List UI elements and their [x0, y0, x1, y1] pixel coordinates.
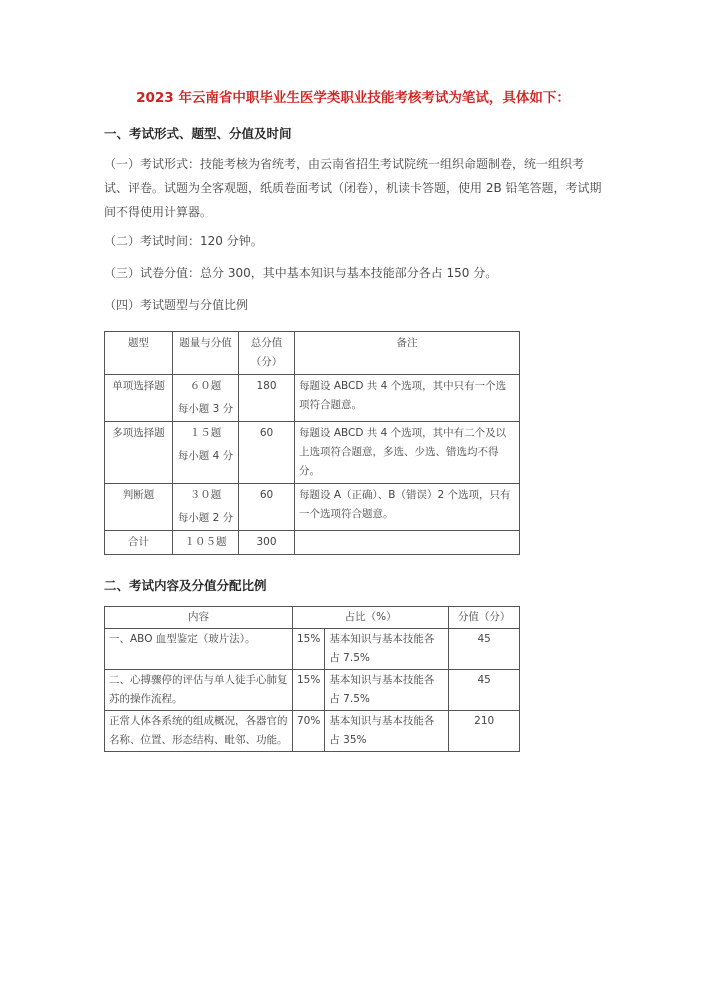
table-header-row [105, 607, 520, 629]
count-text: ６０题 [189, 380, 222, 392]
question-types-table [104, 331, 520, 555]
header-cell: 题量与分值 [173, 332, 239, 375]
header-cell: 占比（%） [293, 607, 449, 629]
count-text: ３０题 [189, 489, 222, 501]
percent-cell: 15% [293, 629, 325, 670]
count-text: １５题 [189, 427, 222, 439]
table-row [105, 422, 520, 484]
type-cell: 判断题 [105, 484, 173, 531]
count-cell [173, 422, 239, 484]
header-cell: 备注 [295, 332, 520, 375]
header-cell: 题型 [105, 332, 173, 375]
type-cell: 单项选择题 [105, 375, 173, 422]
page-title: 2023 年云南省中职毕业生医学类职业技能考核考试为笔试，具体如下： [136, 90, 570, 106]
desc-cell: 基本知识与基本技能各占 35% [325, 711, 449, 752]
table-row [105, 670, 520, 711]
table-row [105, 629, 520, 670]
score-cell: 210 [449, 711, 520, 752]
per-score-text: 每小题 3 分 [177, 403, 234, 415]
content-cell: 二、心搏骤停的评估与单人徒手心肺复苏的操作流程。 [105, 670, 293, 711]
count-cell: １０５题 [173, 531, 239, 555]
count-cell [173, 375, 239, 422]
note-cell [295, 531, 520, 555]
type-cell: 多项选择题 [105, 422, 173, 484]
content-ratio-table [104, 606, 520, 752]
section1-heading: 一、考试形式、题型、分值及时间 [104, 126, 292, 141]
percent-cell: 15% [293, 670, 325, 711]
table-header-row [105, 332, 520, 375]
total-cell: 300 [239, 531, 295, 555]
total-cell: 60 [239, 422, 295, 484]
paragraph-exam-format: （一）考试形式：技能考核为省统考，由云南省招生考试院统一组织命题制卷，统一组织考试、评卷。试题为全客观题，纸质卷面考试（闭卷），机读卡答题，使用 2B 铅笔答题，考试期间不得使用计算器。 [104, 157, 602, 219]
paragraph-exam-score: （三）试卷分值：总分 300，其中基本知识与基本技能部分各占 150 分。 [104, 266, 498, 280]
desc-cell: 基本知识与基本技能各占 7.5% [325, 670, 449, 711]
paragraph-question-types: （四）考试题型与分值比例 [104, 298, 249, 312]
per-score-text: 每小题 2 分 [177, 512, 234, 524]
header-cell: 内容 [105, 607, 293, 629]
note-cell: 每题设 ABCD 共 4 个选项，其中只有一个选项符合题意。 [295, 375, 520, 422]
percent-cell: 70% [293, 711, 325, 752]
content-cell: 一、ABO 血型鉴定（玻片法）。 [105, 629, 293, 670]
desc-cell: 基本知识与基本技能各占 7.5% [325, 629, 449, 670]
note-cell: 每题设 A（正确）、B（错误）2 个选项，只有一个选项符合题意。 [295, 484, 520, 531]
content-cell: 正常人体各系统的组成概况，各器官的名称、位置、形态结构、毗邻、功能。 [105, 711, 293, 752]
score-cell: 45 [449, 670, 520, 711]
table-total-row [105, 531, 520, 555]
total-cell: 60 [239, 484, 295, 531]
note-cell: 每题设 ABCD 共 4 个选项，其中有二个及以上选项符合题意，多选、少选、错选均不得分。 [295, 422, 520, 484]
table-row [105, 484, 520, 531]
count-cell [173, 484, 239, 531]
type-cell: 合计 [105, 531, 173, 555]
total-cell: 180 [239, 375, 295, 422]
table-row [105, 375, 520, 422]
table-row [105, 711, 520, 752]
section2-heading: 二、考试内容及分值分配比例 [104, 578, 267, 593]
header-cell: 总分值（分） [239, 332, 295, 375]
score-cell: 45 [449, 629, 520, 670]
per-score-text: 每小题 4 分 [177, 450, 234, 462]
paragraph-exam-time: （二）考试时间：120 分钟。 [104, 234, 263, 248]
header-cell: 分值（分） [449, 607, 520, 629]
